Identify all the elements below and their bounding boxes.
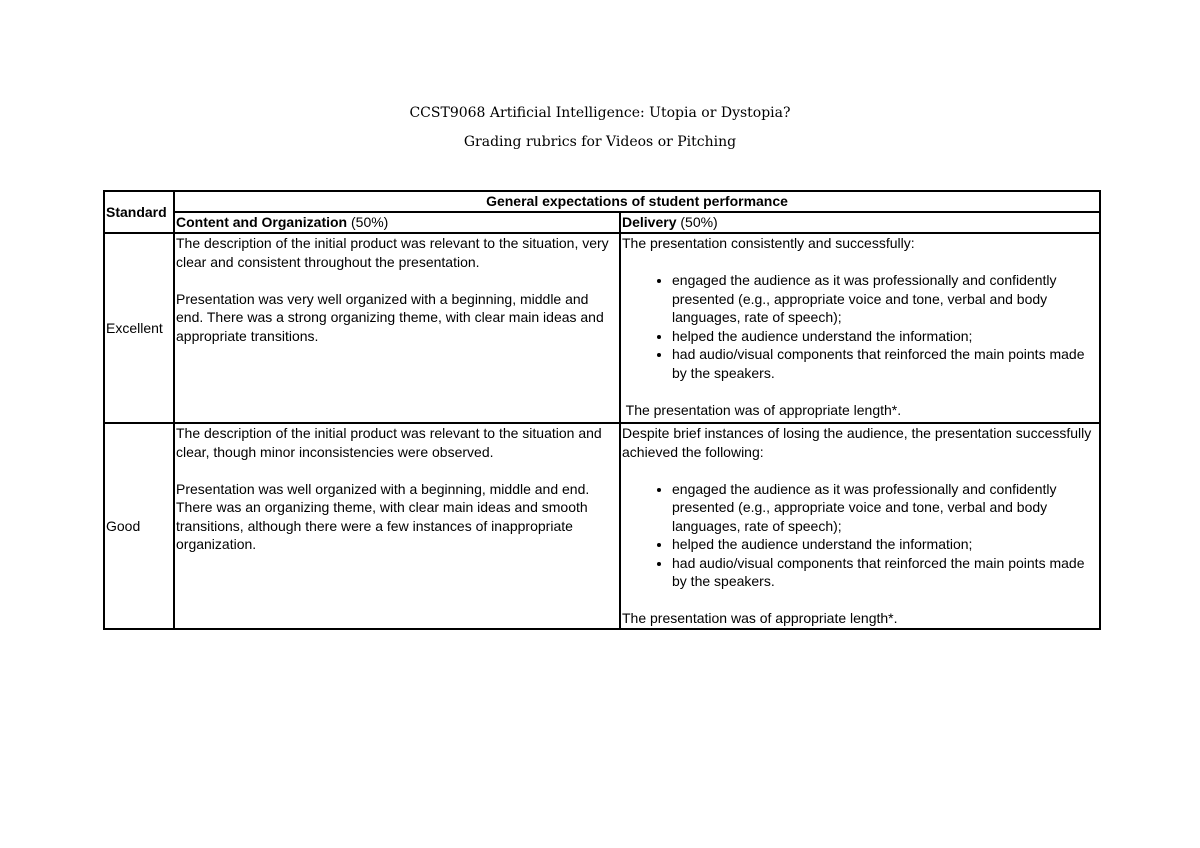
delivery-footer: The presentation was of appropriate length*. (622, 610, 898, 626)
table-row (104, 233, 1100, 423)
content-paragraph: The description of the initial product was relevant to the situation, very clear and consistent throughout the presentation. (176, 235, 609, 270)
header-row-columns (104, 212, 1100, 233)
standard-cell: Excellent (104, 233, 174, 423)
content-organization-header: Content and Organization (50%) (174, 212, 620, 233)
rubric-subtitle: Grading rubrics for Videos or Pitching (463, 134, 737, 150)
content-cell (174, 233, 620, 423)
delivery-header: Delivery (50%) (620, 212, 1100, 233)
delivery-footer: The presentation was of appropriate length*. (622, 401, 902, 418)
standard-header: Standard (104, 191, 174, 233)
table-row (104, 423, 1100, 629)
delivery-cell (620, 423, 1100, 629)
general-expectations-header: General expectations of student performance (174, 191, 1100, 212)
content-paragraph: Presentation was very well organized with a beginning, middle and end. There was a strong organizing theme, with clear main ideas and appropriate transitions. (176, 290, 604, 344)
standard-cell: Good (104, 423, 174, 629)
delivery-cell (620, 233, 1100, 423)
course-title: CCST9068 Artificial Intelligence: Utopia or Dystopia? (409, 105, 791, 121)
delivery-intro: The presentation consistently and successfully: (622, 235, 915, 251)
list-item: • helped the audience understand the information; (672, 327, 1098, 346)
delivery-list (622, 271, 1098, 382)
list-item: • had audio/visual components that reinforced the main points made by the speakers. (672, 345, 1098, 382)
delivery-intro: Despite brief instances of losing the audience, the presentation successfully achieved the following: (622, 425, 1092, 460)
content-cell (174, 423, 620, 629)
list-item: • engaged the audience as it was professionally and confidently presented (e.g., appropriate voice and tone, verbal and body languages, rate of speech); (672, 271, 1098, 327)
list-item: • helped the audience understand the information; (672, 535, 1098, 554)
content-paragraph: Presentation was well organized with a beginning, middle and end. There was an organizing theme, with clear main ideas and smooth transitions, although there were a few instances of inappropriate organization. (176, 480, 590, 552)
content-paragraph: The description of the initial product was relevant to the situation and clear, though minor inconsistencies were observed. (176, 425, 602, 460)
delivery-list (622, 480, 1098, 591)
list-item: • engaged the audience as it was professionally and confidently presented (e.g., appropriate voice and tone, verbal and body languages, rate of speech); (672, 480, 1098, 536)
header-row-general (104, 191, 1100, 212)
grading-rubric-table (103, 190, 1101, 630)
list-item: • had audio/visual components that reinforced the main points made by the speakers. (672, 554, 1098, 591)
